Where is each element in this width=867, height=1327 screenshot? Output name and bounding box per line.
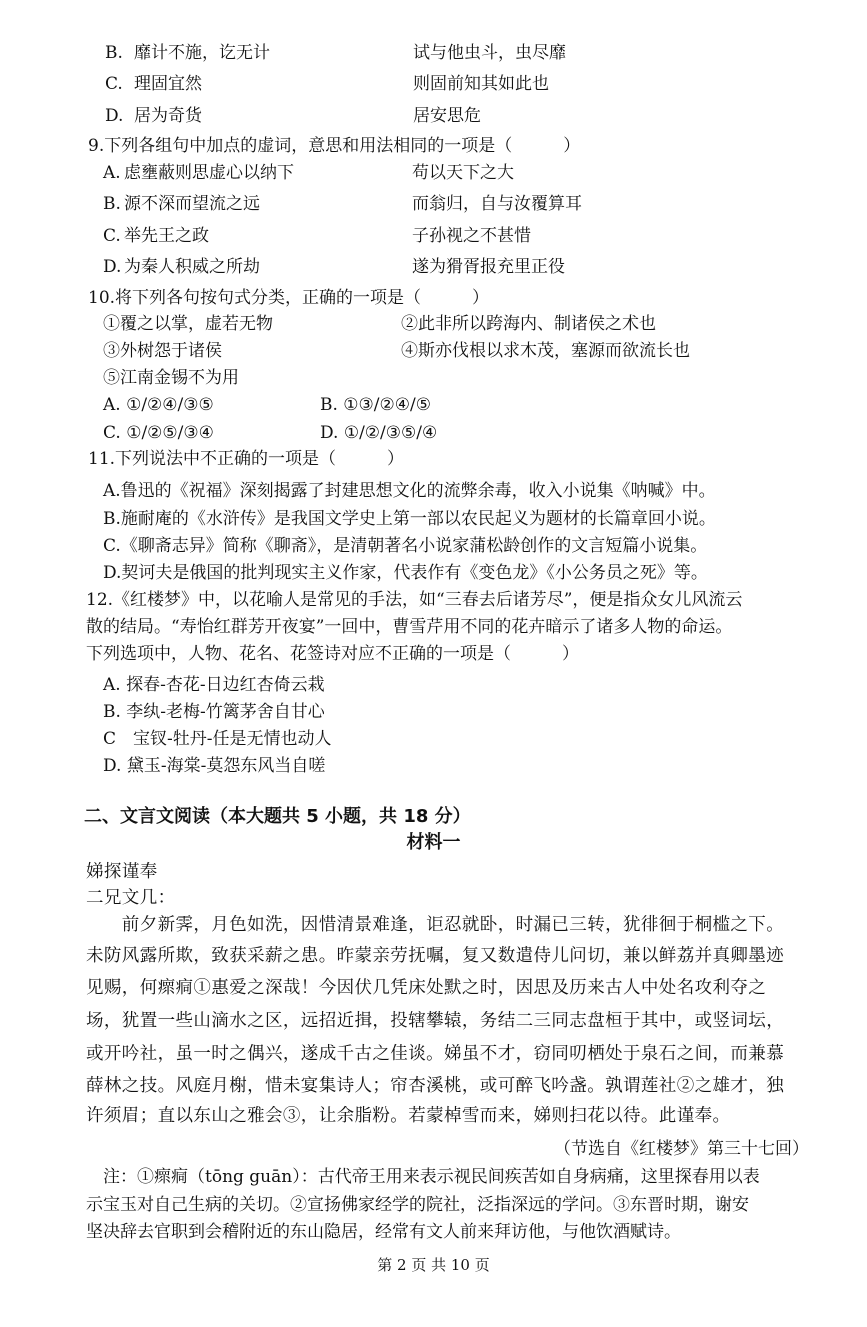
q12-stem-line-1: 12.《红楼梦》中，以花喻人是常见的手法，如“三春去后诸芳尽”，便是指众女儿风流云 xyxy=(86,590,743,610)
letter-body-line-6: 薛林之技。风庭月榭，惜未宴集诗人；帘杏溪桃，或可醉飞吟盏。孰谓莲社②之雄才，独 xyxy=(86,1076,785,1096)
letter-body-line-5: 或开吟社，虽一时之偶兴，遂成千古之佳谈。娣虽不才，窃同叨栖处于泉石之间，而兼慕 xyxy=(86,1044,785,1064)
q12-option-b: B. 李纨-老梅-竹篱茅舍自甘心 xyxy=(103,702,325,722)
q10-option-b: B. ①③/②④/⑤ xyxy=(320,395,431,415)
q10-item-5: ⑤江南金锡不为用 xyxy=(103,368,239,388)
q8-option-c-label: C. xyxy=(105,74,123,94)
q9-option-c-text-b: 子孙视之不甚惜 xyxy=(412,226,531,246)
notes-line-3: 坚决辞去官职到会稽附近的东山隐居，经常有文人前来拜访他，与他饮酒赋诗。 xyxy=(86,1222,681,1242)
section-heading: 二、文言文阅读（本大题共 5 小题，共 18 分） xyxy=(84,806,471,827)
q8-option-b-left: B. xyxy=(105,43,123,63)
q12-stem-line-2: 散的结局。“寿怡红群芳开夜宴”一回中，曹雪芹用不同的花卉暗示了诸多人物的命运。 xyxy=(86,617,733,637)
q12-option-c: C 宝钗-牡丹-任是无情也动人 xyxy=(103,729,332,749)
letter-body-line-3: 见赐，何瘝痌①惠爱之深哉！今因伏几凭床处默之时，因思及历来古人中处名攻利夺之 xyxy=(86,978,767,998)
q12-option-a: A. 探春-杏花-日边红杏倚云栽 xyxy=(103,675,325,695)
q8-option-c-text-b: 则固前知其如此也 xyxy=(413,74,549,94)
q11-option-a: A.鲁迅的《祝福》深刻揭露了封建思想文化的流弊余毒，收入小说集《呐喊》中。 xyxy=(103,481,716,501)
letter-heading: 娣探谨奉 xyxy=(86,862,158,882)
q9-option-c-text-a: 举先王之政 xyxy=(124,226,209,246)
q9-option-a-text-b: 苟以天下之大 xyxy=(412,163,514,183)
q10-option-c: C. ①/②⑤/③④ xyxy=(103,423,214,443)
q10-item-3: ③外树怨于诸侯 xyxy=(103,341,222,361)
q10-option-d: D. ①/②/③⑤/④ xyxy=(320,423,438,443)
letter-body-line-2: 未防风露所欺，致获采薪之患。昨蒙亲劳抚嘱，复又数遣侍儿问切，兼以鲜荔并真卿墨迹 xyxy=(86,946,785,966)
q10-option-a: A. ①/②④/③⑤ xyxy=(103,395,214,415)
q10-item-4: ④斯亦伐根以求木茂，塞源而欲流长也 xyxy=(401,341,690,361)
material-title: 材料一 xyxy=(406,832,461,853)
q9-option-b-label: B. xyxy=(103,194,121,214)
q11-stem: 11.下列说法中不正确的一项是（ ） xyxy=(88,449,405,469)
letter-body-line-1: 前夕新霁，月色如洗，因惜清景难逢，讵忍就卧，时漏已三转，犹徘徊于桐槛之下。 xyxy=(86,915,785,935)
q12-stem-line-3: 下列选项中，人物、花名、花签诗对应不正确的一项是（ ） xyxy=(86,644,579,664)
q8-option-d-text-b: 居安思危 xyxy=(413,106,481,126)
q9-option-a-label: A. xyxy=(103,163,121,183)
q8-option-b-text-b: 试与他虫斗，虫尽靡 xyxy=(413,43,566,63)
q11-option-c: C.《聊斋志异》简称《聊斋》，是清朝著名小说家蒲松龄创作的文言短篇小说集。 xyxy=(103,536,708,556)
q9-option-c-label: C. xyxy=(103,226,121,246)
q10-item-2: ②此非所以跨海内、制诸侯之术也 xyxy=(401,314,656,334)
q9-option-d-label: D. xyxy=(103,257,122,277)
q10-stem: 10.将下列各句按句式分类，正确的一项是（ ） xyxy=(88,288,490,308)
q9-option-b-text-b: 而翁归，自与汝覆算耳 xyxy=(412,194,582,214)
q12-option-d: D. 黛玉-海棠-莫怨东风当自嗟 xyxy=(103,756,326,776)
q8-option-d-label: D. xyxy=(105,106,124,126)
page-footer: 第 2 页 共 10 页 xyxy=(377,1256,490,1274)
q8-option-c-text-a: 理固宜然 xyxy=(134,74,202,94)
q9-option-a-text-a: 虑壅蔽则思虚心以纳下 xyxy=(124,163,294,183)
q8-option-b-text-a: 靡计不施，讫无计 xyxy=(134,43,270,63)
q8-option-d-text-a: 居为奇货 xyxy=(134,106,202,126)
q10-item-1: ①覆之以掌，虚若无物 xyxy=(103,314,273,334)
q9-option-d-text-a: 为秦人积威之所劫 xyxy=(124,257,260,277)
notes-line-2: 示宝玉对自己生病的关切。②宣扬佛家经学的院社，泛指深远的学问。③东晋时期，谢安 xyxy=(86,1195,749,1215)
q11-option-d: D.契诃夫是俄国的批判现实主义作家，代表作有《变色龙》《小公务员之死》等。 xyxy=(103,563,708,583)
letter-body-line-7: 许须眉；直以东山之雅会③，让余脂粉。若蒙棹雪而来，娣则扫花以待。此谨奉。 xyxy=(86,1106,731,1126)
q9-option-d-text-b: 遂为猾胥报充里正役 xyxy=(412,257,565,277)
letter-salutation: 二兄文几： xyxy=(86,888,176,908)
q11-option-b: B.施耐庵的《水浒传》是我国文学史上第一部以农民起义为题材的长篇章回小说。 xyxy=(103,509,716,529)
q9-option-b-text-a: 源不深而望流之远 xyxy=(124,194,260,214)
source-citation: （节选自《红楼梦》第三十七回） xyxy=(554,1139,809,1159)
q9-stem: 9.下列各组句中加点的虚词，意思和用法相同的一项是（ ） xyxy=(88,136,581,156)
letter-body-line-4: 场，犹置一些山滴水之区，远招近揖，投辖攀辕，务结二三同志盘桓于其中，或竖词坛， xyxy=(86,1011,785,1031)
notes-line-1: 注：①瘝痌（tōng guān）：古代帝王用来表示视民间疾苦如自身病痛，这里探春用以表 xyxy=(86,1167,760,1187)
